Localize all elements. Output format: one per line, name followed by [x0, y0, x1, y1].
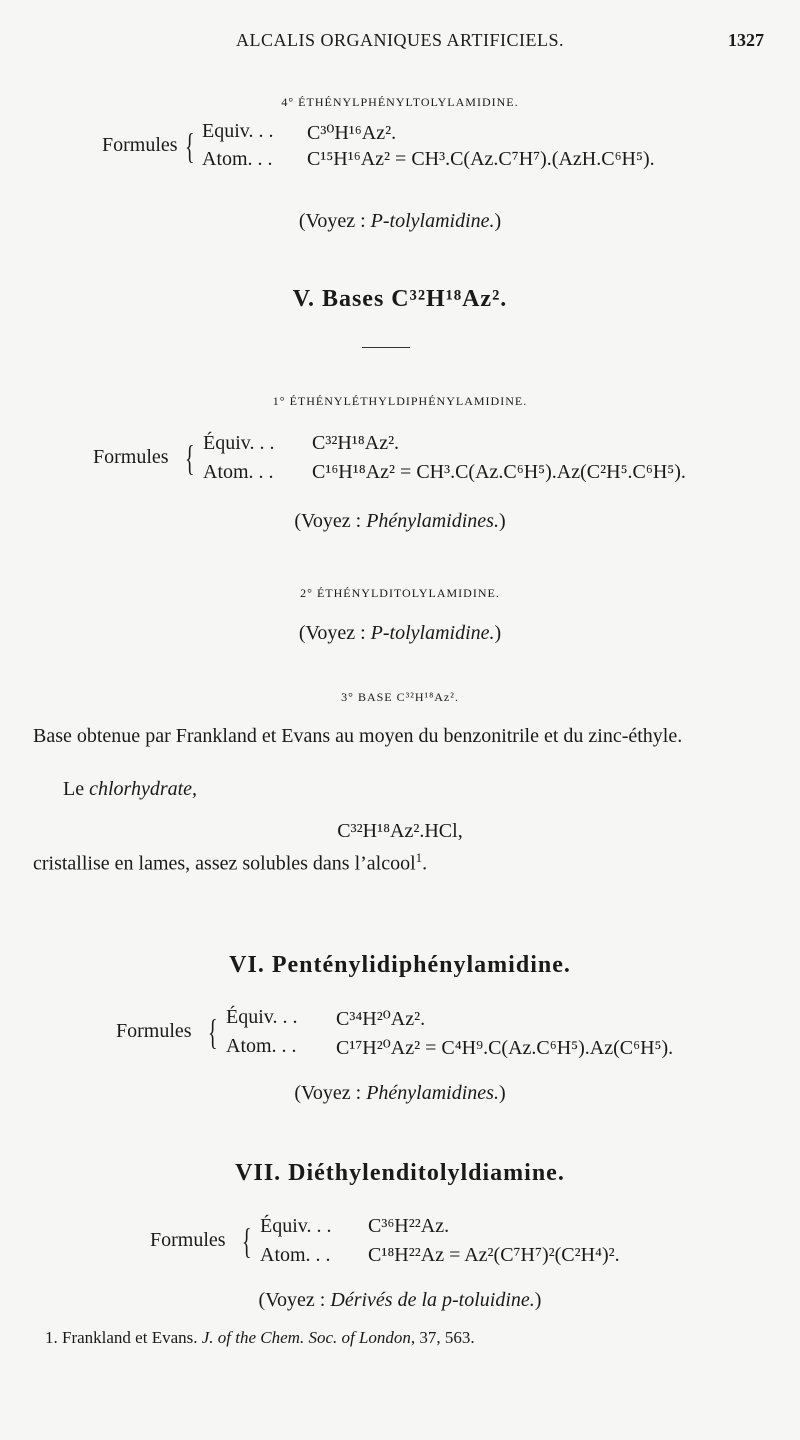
- paragraph-crystallisation: cristallise en lames, assez solubles dans l’alcool$^1$.: [33, 850, 428, 875]
- cross-reference: (Voyez : Phénylamidines.): [294, 1082, 506, 1104]
- brace-symbol: {: [185, 126, 195, 166]
- equiv-value: C³⁶H²²Az.: [368, 1215, 450, 1237]
- footnote: 1. Frankland et Evans. J. of the Chem. Soc. of London, 37, 563.: [45, 1328, 475, 1347]
- paragraph-origin: Base obtenue par Frankland et Evans au moyen du benzonitrile et du zinc-éthyle.: [33, 725, 683, 747]
- atom-key: Atom. . .: [203, 461, 274, 483]
- equiv-key: Équiv. . .: [203, 432, 275, 454]
- section-heading-bases: V. Bases C³²H¹⁸Az².: [292, 286, 508, 312]
- section-heading-ethenylphenyltolylamidine: 4° ÉTHÉNYLPHÉNYLTOLYLAMIDINE.: [281, 95, 519, 109]
- cross-reference-target: P-tolylamidine.: [370, 210, 495, 232]
- cross-reference: (Voyez : P-tolylamidine.): [298, 622, 502, 644]
- formula-block: [93, 430, 783, 490]
- section-heading-diethylenditolyldiamine: VII. Diéthylenditolyldiamine.: [235, 1160, 565, 1186]
- equiv-value: C³⁴H²⁰Az².: [336, 1008, 426, 1030]
- atom-value: C¹⁷H²⁰Az² = C⁴H⁹.C(Az.C⁶H⁵).Az(C⁶H⁵).: [336, 1037, 674, 1059]
- formula-block: [150, 1213, 790, 1273]
- section-heading-pentenyldiphenylamidine: VI. Penténylidiphénylamidine.: [229, 952, 571, 978]
- atom-key: Atom. . .: [202, 148, 273, 170]
- cross-reference-target: Phénylamidines.: [366, 510, 499, 532]
- chlorhydrate-formula: C³²H¹⁸Az².HCl,: [337, 820, 463, 842]
- equiv-value: C³⁰H¹⁶Az².: [307, 122, 397, 144]
- atom-value: C¹⁸H²²Az = Az²(C⁷H⁷)²(C²H⁴)².: [368, 1244, 620, 1266]
- formula-block: [102, 118, 782, 178]
- section-heading-ethenylethyldiphenylamidine: 1° ÉTHÉNYLÉTHYLDIPHÉNYLAMIDINE.: [272, 394, 528, 408]
- compound-name: chlorhydrate,: [89, 778, 198, 800]
- equiv-key: Équiv. . .: [226, 1006, 298, 1028]
- cross-reference-target: Dérivés de la p-toluidine.: [330, 1289, 535, 1311]
- formula-block: [116, 1004, 786, 1064]
- atom-value: C¹⁶H¹⁸Az² = CH³.C(Az.C⁶H⁵).Az(C²H⁵.C⁶H⁵).: [312, 461, 686, 483]
- brace-symbol: {: [242, 1221, 252, 1261]
- cross-reference-target: Phénylamidines.: [366, 1082, 499, 1104]
- equiv-key: Equiv. . .: [202, 120, 274, 142]
- paragraph-chlorhydrate: Le chlorhydrate,: [63, 778, 198, 800]
- divider: [362, 347, 410, 348]
- cross-reference: (Voyez : Phénylamidines.): [294, 510, 506, 532]
- cross-reference-target: P-tolylamidine.: [370, 622, 495, 644]
- section-heading-ethenylditolylamidine: 2° ÉTHÉNYLDITOLYLAMIDINE.: [300, 586, 500, 600]
- footnote-number: 1.: [45, 1328, 58, 1347]
- formula-label: Formules: [116, 1020, 192, 1042]
- section-heading-base: 3° BASE C³²H¹⁸Az².: [341, 690, 459, 704]
- equiv-key: Équiv. . .: [260, 1215, 332, 1237]
- formula-label: Formules: [102, 134, 178, 156]
- atom-key: Atom. . .: [260, 1244, 331, 1266]
- brace-symbol: {: [208, 1012, 218, 1052]
- brace-symbol: {: [185, 438, 195, 478]
- cross-reference: (Voyez : P-tolylamidine.): [298, 210, 502, 232]
- formula-label: Formules: [150, 1229, 226, 1251]
- atom-key: Atom. . .: [226, 1035, 297, 1057]
- page-number: 1327: [728, 30, 764, 50]
- equiv-value: C³²H¹⁸Az².: [312, 432, 400, 454]
- footnote-reference[interactable]: 1: [415, 850, 423, 865]
- page-header: [0, 28, 800, 52]
- journal-title: J. of the Chem. Soc. of London: [201, 1328, 411, 1347]
- formula-label: Formules: [93, 446, 169, 468]
- atom-value: C¹⁵H¹⁶Az² = CH³.C(Az.C⁷H⁷).(AzH.C⁶H⁵).: [307, 148, 655, 170]
- running-title: ALCALIS ORGANIQUES ARTIFICIELS.: [236, 30, 564, 50]
- cross-reference: (Voyez : Dérivés de la p-toluidine.): [258, 1289, 542, 1311]
